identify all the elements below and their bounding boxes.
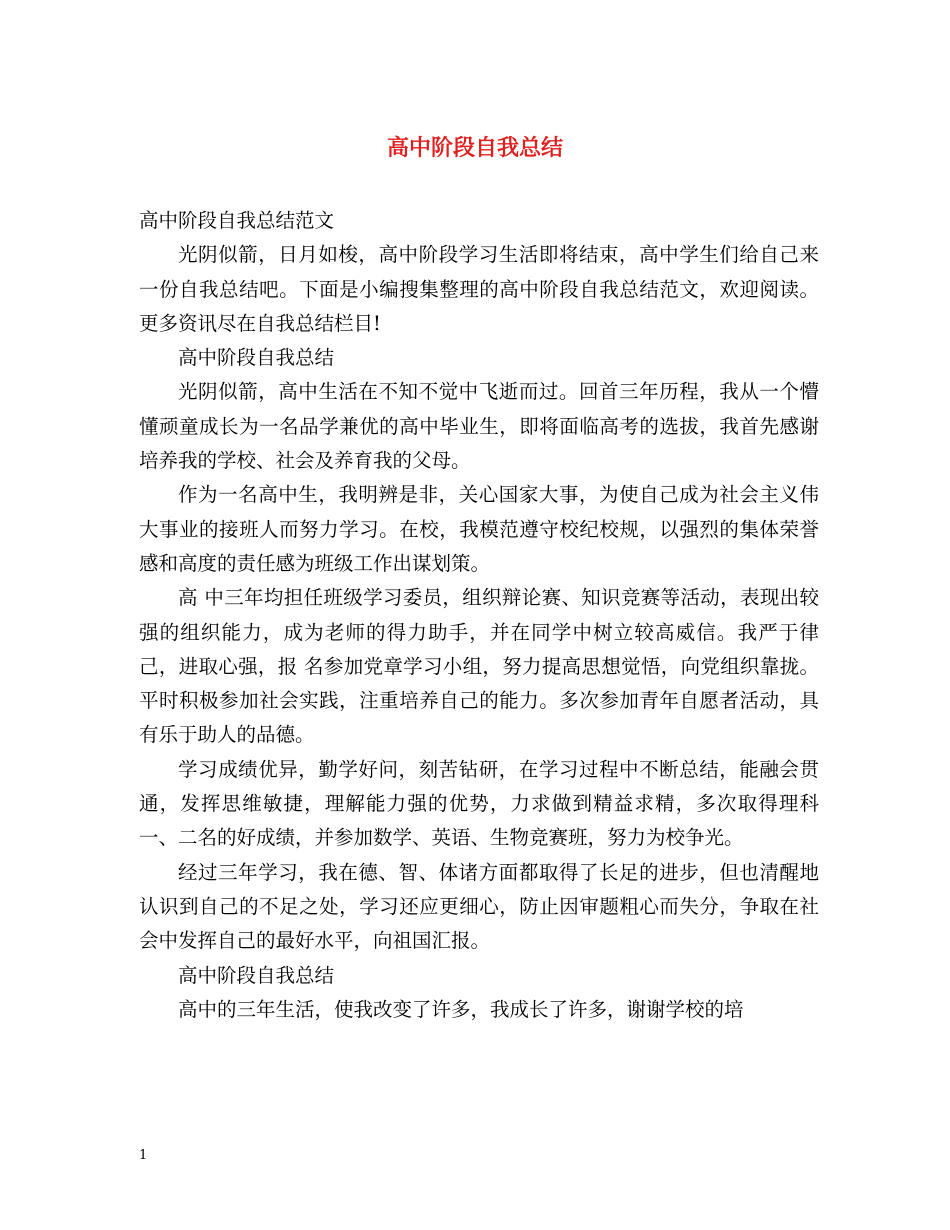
paragraph-subtitle: 高中阶段自我总结范文 (139, 209, 335, 232)
paragraph: 高中的三年生活，使我改变了许多，我成长了许多，谢谢学校的培 (178, 997, 744, 1021)
paragraph-intro: 光阴似箭，日月如梭，高中阶段学习生活即将结束，高中学生们给自己来一份自我总结吧。下面是小编搜集整理的高中阶段自我总结范文，欢迎阅读。更多资讯尽在自我总结栏目! (139, 243, 819, 335)
section-heading-2: 高中阶段自我总结 (178, 963, 335, 987)
paragraph: 高 中三年均担任班级学习委员，组织辩论赛、知识竞赛等活动，表现出较强的组织能力，成为老师的得力助手，并在同学中树立较高威信。我严于律己，进取心强，报 名参加党章学习小组，努力提高思想觉悟，向党组织靠拢。平时积极参加社会实践，注重培养自己的能力。多次参加青年自愿者活动，具有乐于助人的品德。 (139, 586, 819, 747)
paragraph: 学习成绩优异，勤学好问，刻苦钻研，在学习过程中不断总结，能融会贯通，发挥思维敏捷，理解能力强的优势，力求做到精益求精，多次取得理科一、二名的好成绩，并参加数学、英语、生物竞赛班，努力为校争光。 (139, 757, 819, 850)
document-body (139, 204, 819, 1027)
paragraph: 经过三年学习，我在德、智、体诸方面都取得了长足的进步，但也清醒地认识到自己的不足之处，学习还应更细心，防止因审题粗心而失分，争取在社会中发挥自己的最好水平，向祖国汇报。 (139, 860, 819, 953)
document-title: 高中阶段自我总结 (386, 135, 563, 161)
page-number: 1 (139, 1148, 148, 1163)
paragraph: 作为一名高中生，我明辨是非，关心国家大事，为使自己成为社会主义伟大事业的接班人而努力学习。在校，我模范遵守校纪校规，以强烈的集体荣誉感和高度的责任感为班级工作出谋划策。 (139, 483, 819, 575)
paragraph: 光阴似箭，高中生活在不知不觉中飞逝而过。回首三年历程，我从一个懵懂顽童成长为一名品学兼优的高中毕业生，即将面临高考的选拔，我首先感谢培养我的学校、社会及养育我的父母。 (139, 380, 819, 473)
section-heading-1: 高中阶段自我总结 (178, 346, 335, 370)
